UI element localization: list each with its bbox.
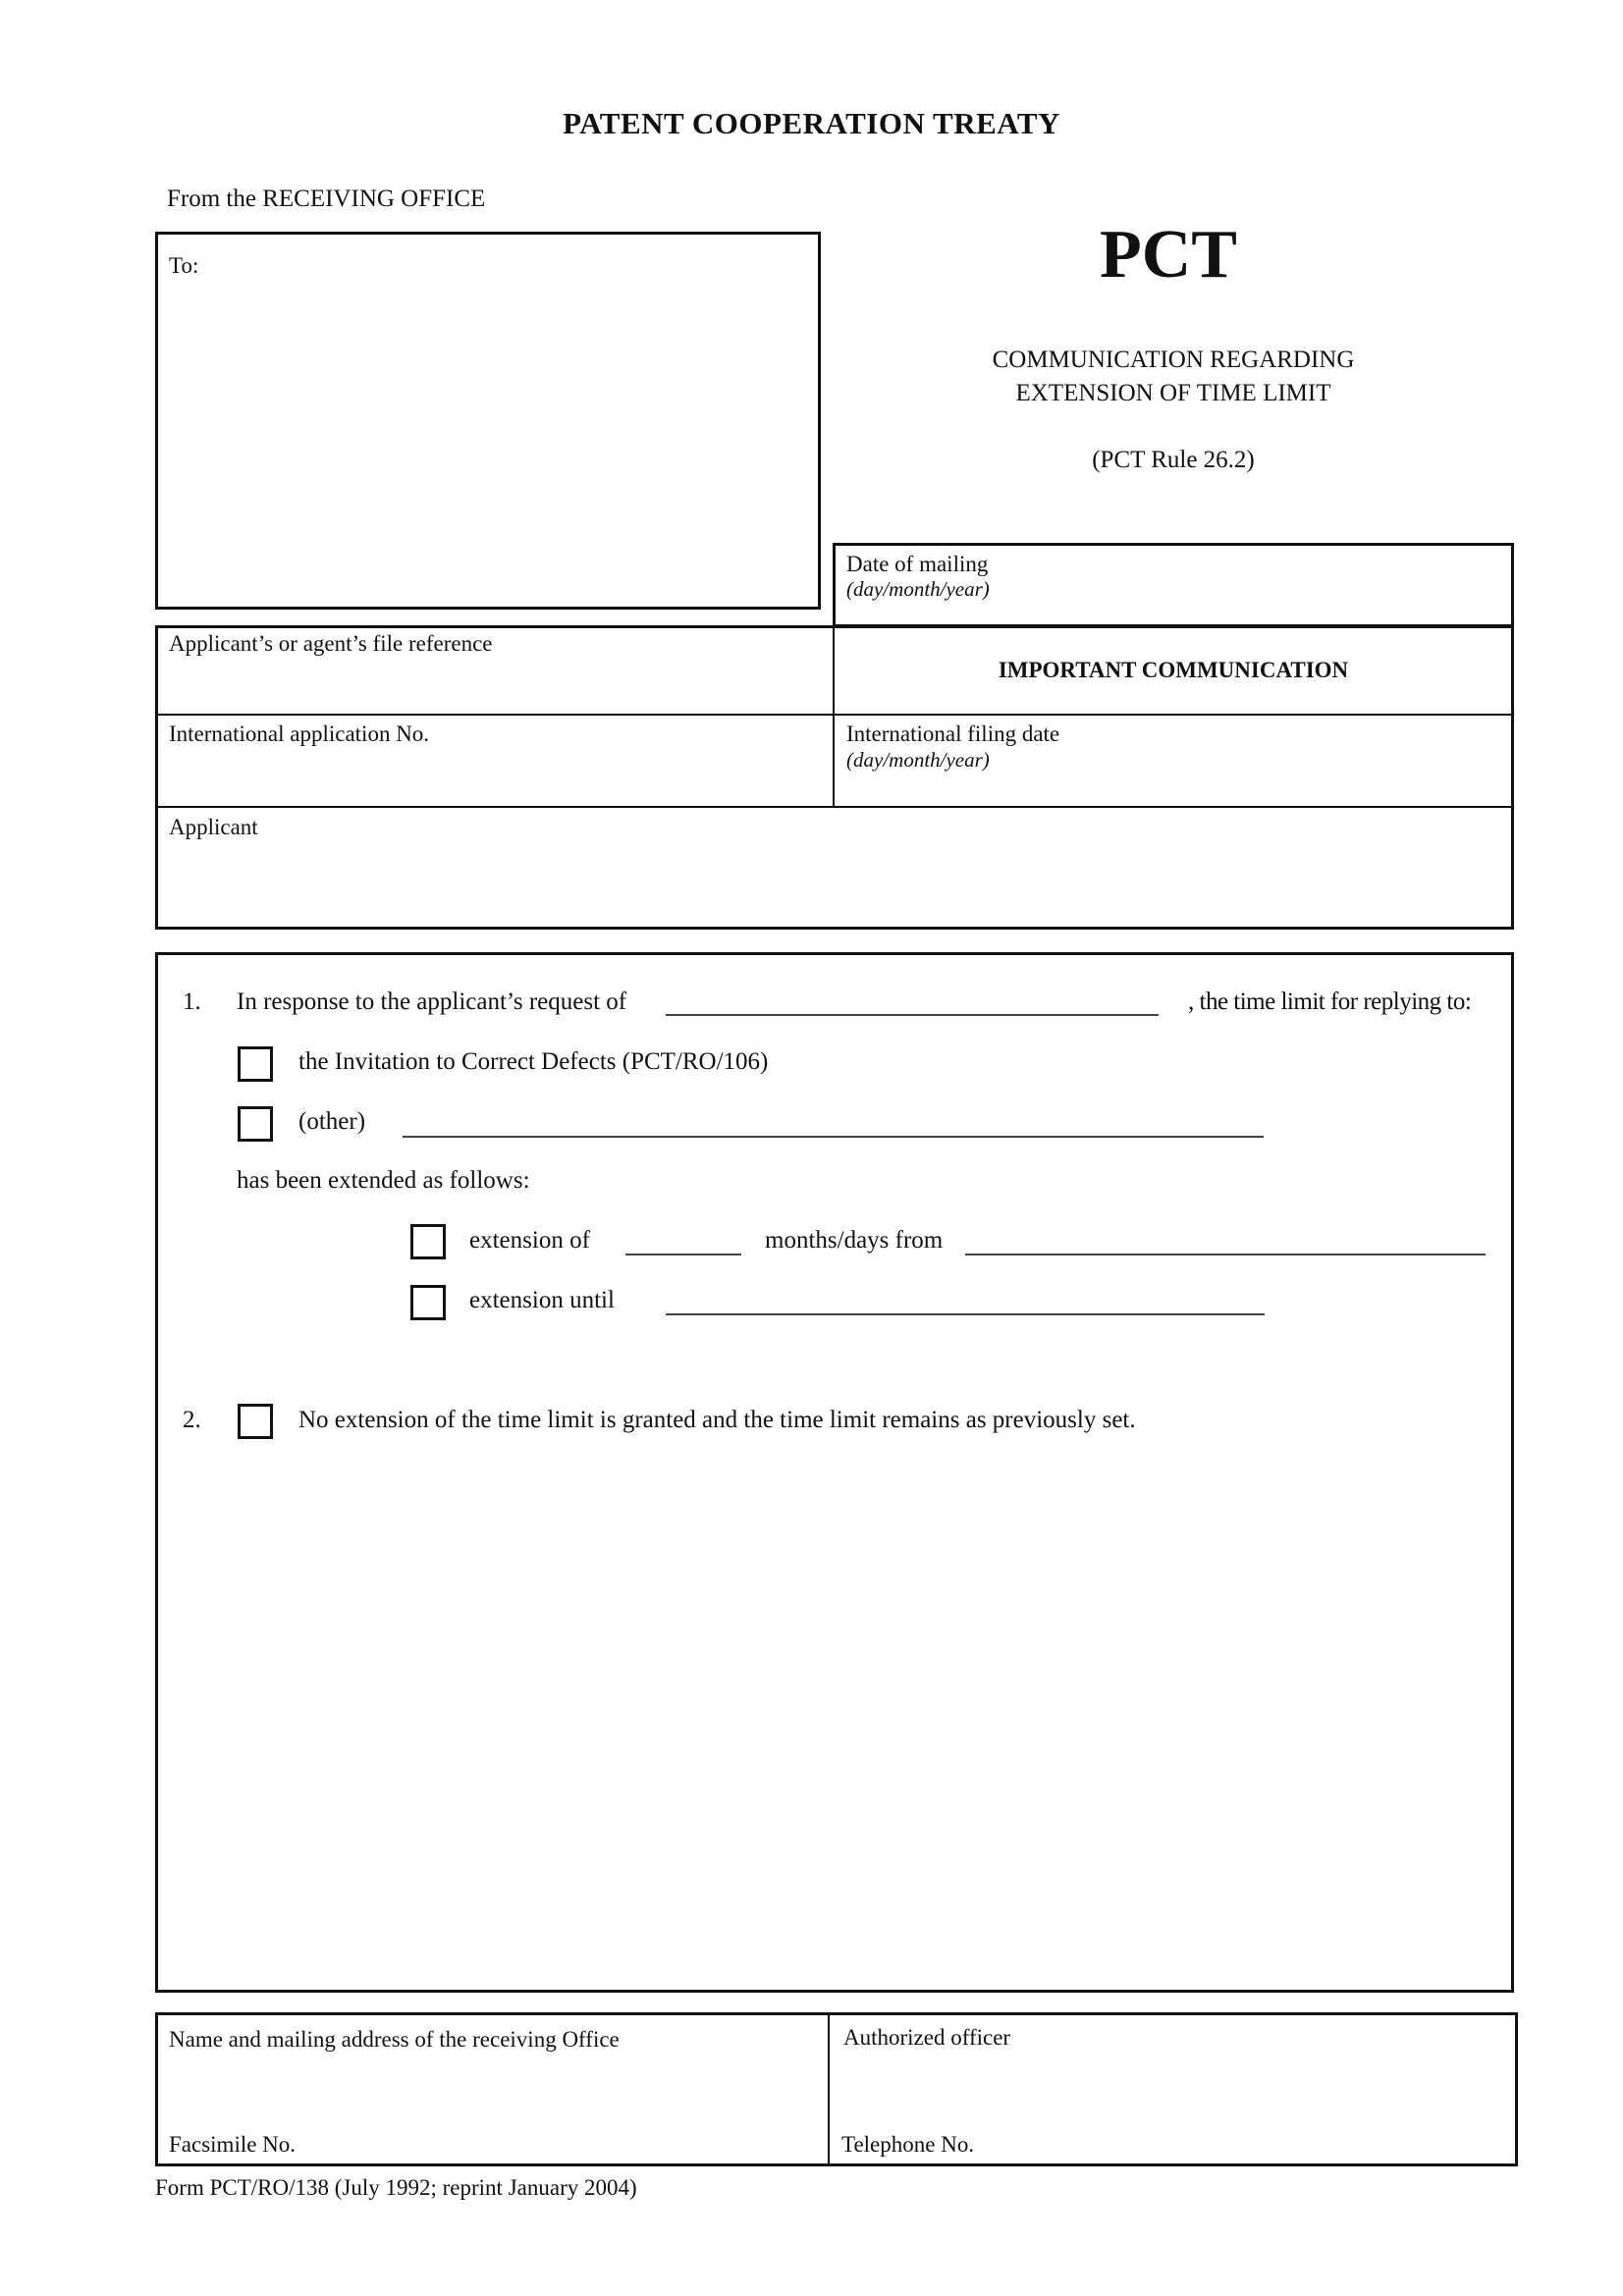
communication-title-line2: EXTENSION OF TIME LIMIT — [1015, 380, 1331, 406]
extension-until-label: extension until — [469, 1287, 615, 1313]
international-application-no-label: International application No. — [169, 721, 430, 746]
no-extension-checkbox[interactable] — [238, 1404, 273, 1439]
invitation-option-label: the Invitation to Correct Defects (PCT/RO/106) — [298, 1048, 769, 1075]
extension-from-date-field[interactable] — [965, 1254, 1486, 1255]
authorized-officer-label: Authorized officer — [843, 2025, 1011, 2050]
item1-number: 1. — [183, 988, 201, 1015]
extension-of-label: extension of — [469, 1227, 590, 1254]
other-checkbox[interactable] — [238, 1106, 273, 1142]
months-days-from-label: months/days from — [765, 1227, 944, 1254]
facsimile-label: Facsimile No. — [169, 2132, 297, 2157]
file-reference-label: Applicant’s or agent’s file reference — [169, 631, 493, 656]
other-description-field[interactable] — [403, 1136, 1264, 1138]
no-extension-label: No extension of the time limit is granted and the time limit remains as previously set. — [298, 1407, 1136, 1433]
international-filing-date-format: (day/month/year) — [846, 748, 990, 772]
item1-intro: In response to the applicant’s request of — [237, 988, 627, 1015]
communication-title-line1: COMMUNICATION REGARDING — [992, 347, 1355, 373]
telephone-label: Telephone No. — [841, 2132, 975, 2157]
extension-of-checkbox[interactable] — [410, 1224, 446, 1259]
extension-until-date-field[interactable] — [666, 1313, 1265, 1315]
important-communication-label: IMPORTANT COMMUNICATION — [998, 658, 1349, 682]
date-of-mailing-format: (day/month/year) — [846, 577, 990, 601]
item1-tail: , the time limit for replying to: — [1188, 988, 1472, 1015]
receiving-office-address-label: Name and mailing address of the receiving Office — [169, 2027, 620, 2052]
extended-as-follows-label: has been extended as follows: — [237, 1167, 530, 1194]
extension-period-field[interactable] — [625, 1254, 741, 1255]
international-filing-date-label: International filing date — [846, 721, 1060, 746]
request-date-field[interactable] — [666, 1014, 1159, 1016]
pct-heading: PCT — [1100, 217, 1237, 293]
form-identifier: Form PCT/RO/138 (July 1992; reprint January 2004) — [155, 2175, 637, 2200]
to-box[interactable] — [155, 232, 821, 610]
extension-until-checkbox[interactable] — [410, 1285, 446, 1320]
to-label: To: — [169, 253, 199, 278]
item2-number: 2. — [183, 1407, 201, 1433]
applicant-label: Applicant — [169, 815, 258, 839]
invitation-checkbox[interactable] — [238, 1046, 273, 1082]
page-title: PATENT COOPERATION TREATY — [563, 106, 1060, 140]
pct-rule-ref: (PCT Rule 26.2) — [1092, 447, 1255, 473]
from-office-label: From the RECEIVING OFFICE — [167, 186, 486, 212]
other-option-label: (other) — [298, 1108, 366, 1135]
date-of-mailing-label: Date of mailing — [846, 552, 989, 576]
